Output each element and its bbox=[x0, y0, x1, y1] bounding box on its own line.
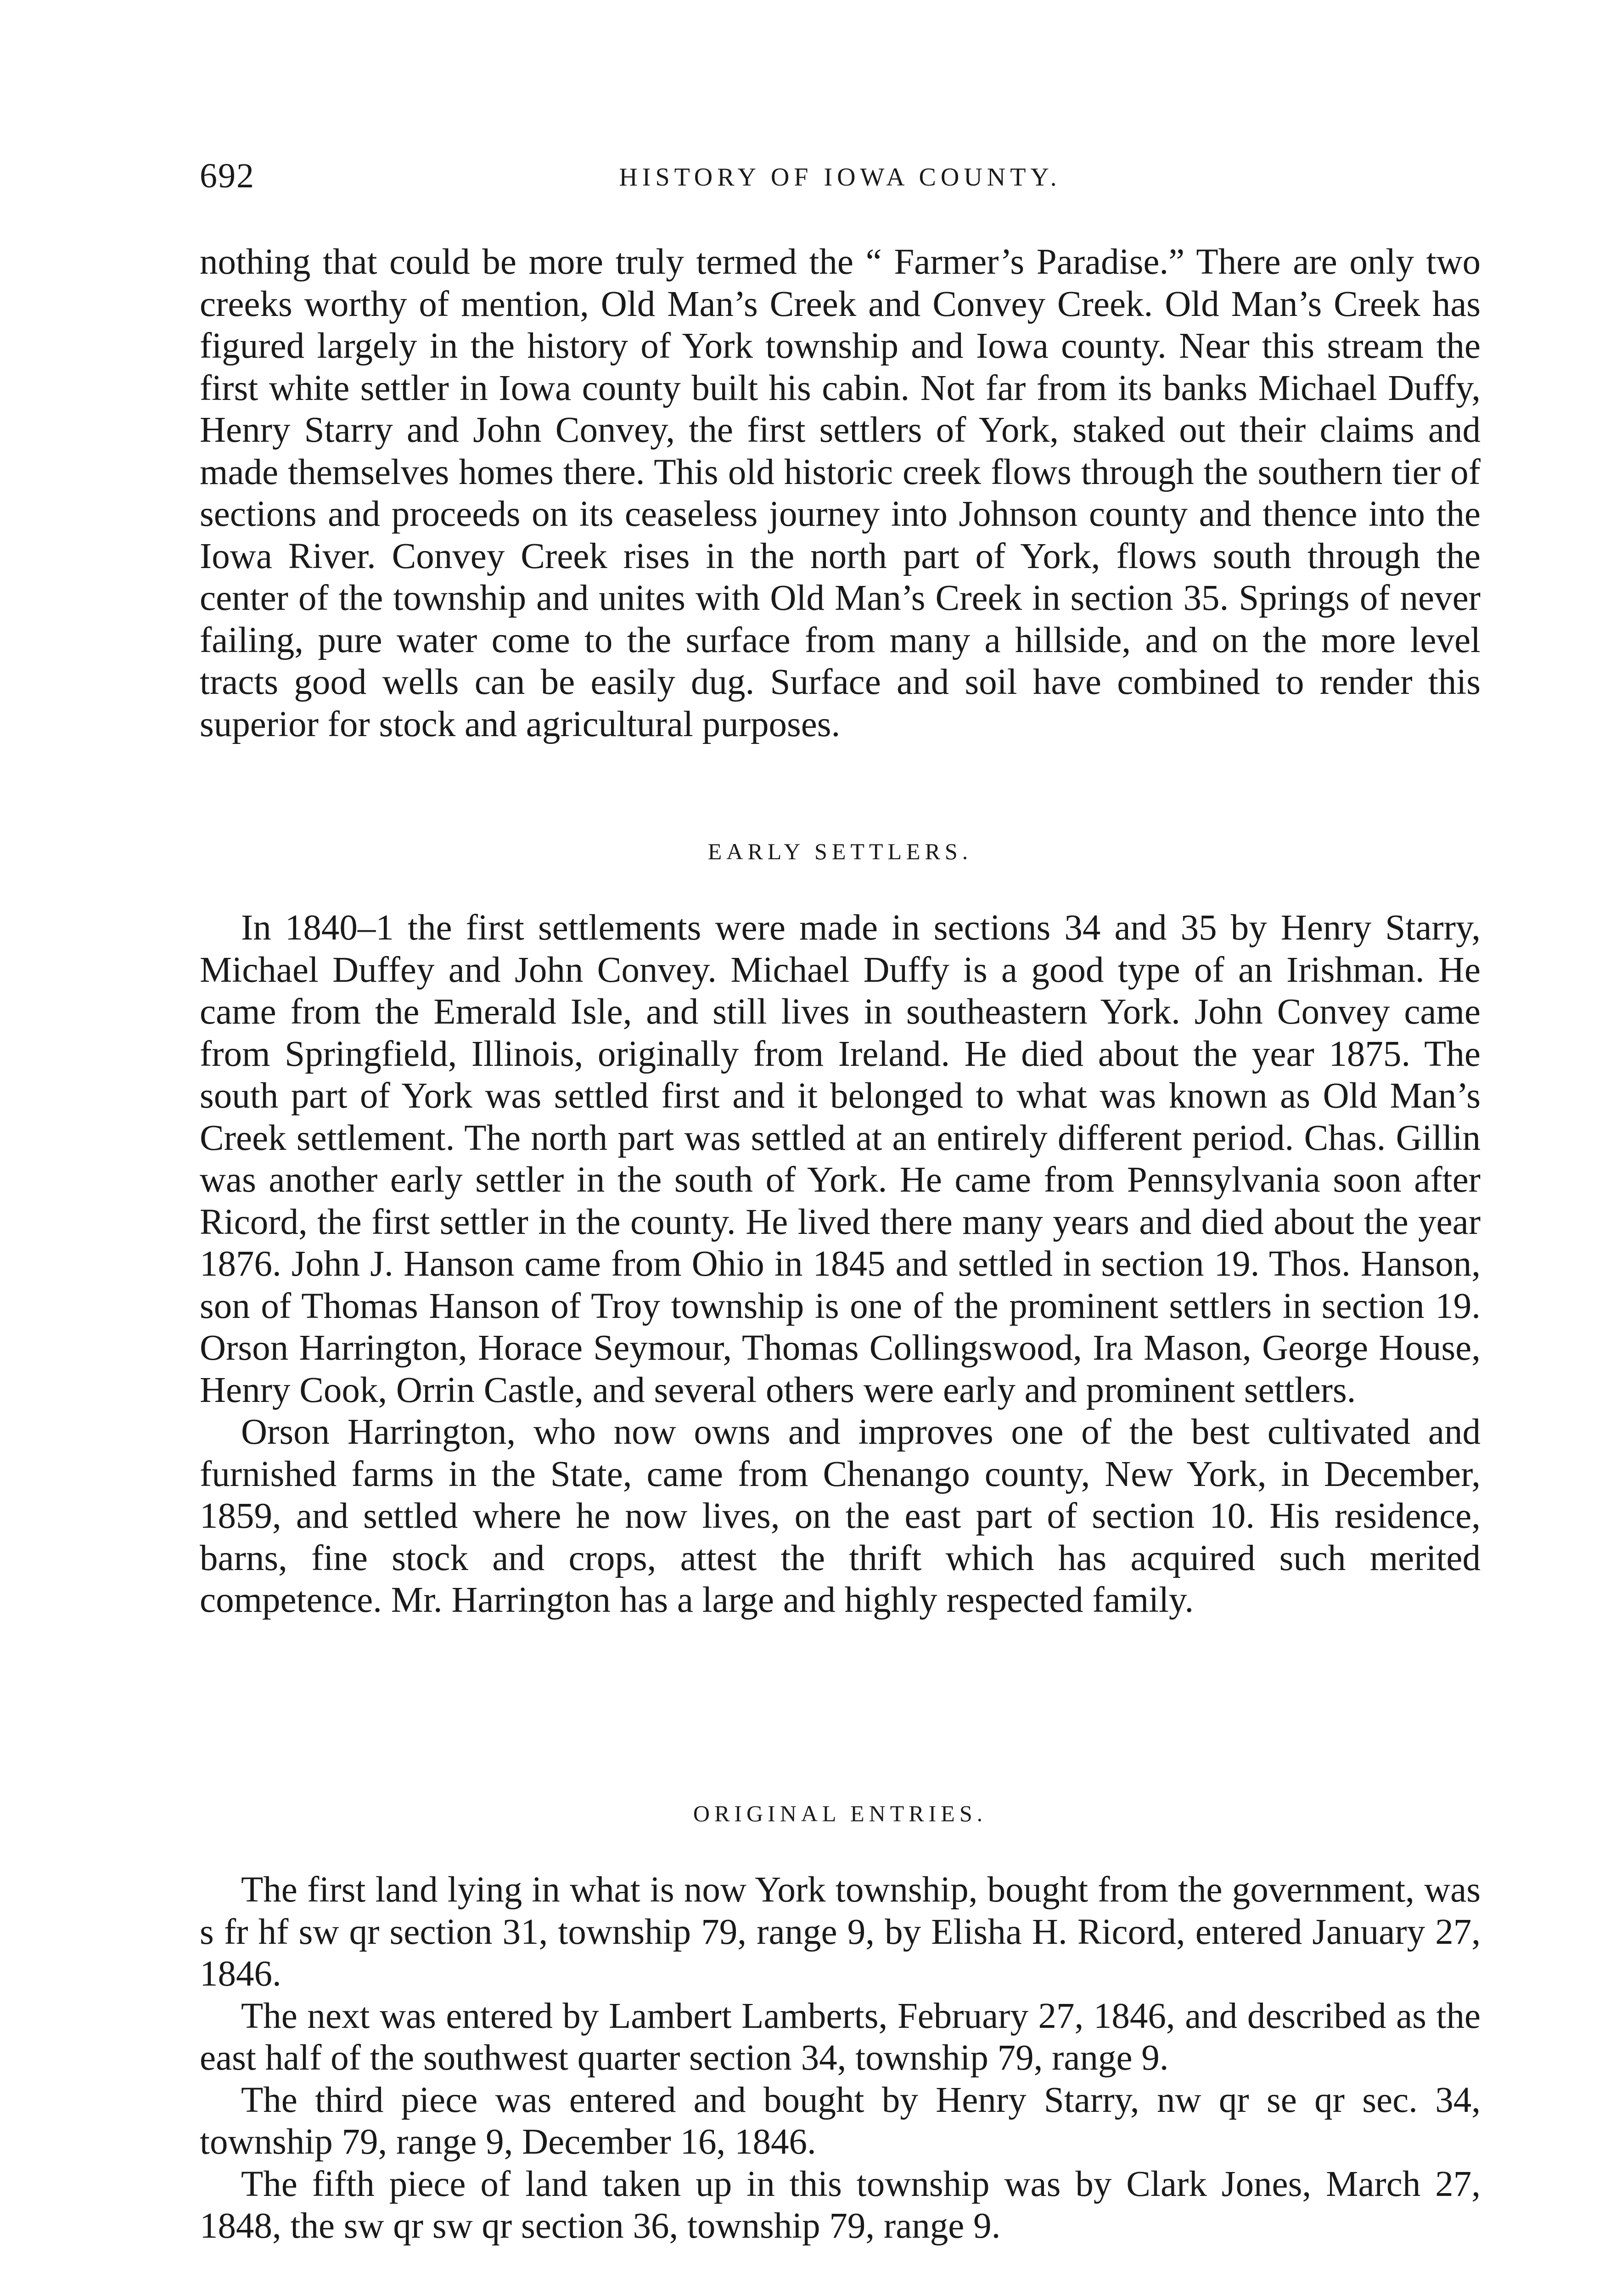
page-number: 692 bbox=[200, 157, 255, 195]
original-entries-section bbox=[200, 1869, 1481, 2247]
original-entries-paragraph-2: The next was entered by Lambert Lamberts, February 27, 1846, and described as the east half of the southwest quarter section 34, township 79, range 9. bbox=[200, 1996, 1481, 2078]
early-settlers-paragraph-1: In 1840–1 the first settlements were made in sections 34 and 35 by Henry Starry, Michael Duffey and John Convey. Michael Duffy is a good type of an Irishman. He came from the Emerald Isle, and still lives in southeastern York. John Convey came from Springfield, Illinois, originally from Ireland. He died about the year 1875. The south part of York was settled first and it belonged to what was known as Old Man’s Creek settlement. The north part was settled at an entirely different period. Chas. Gillin was another early settler in the south of York. He came from Pennsylvania soon after Ricord, the first settler in the county. He lived there many years and died about the year 1876. John J. Hanson came from Ohio in 1845 and settled in section 19. Thos. Hanson, son of Thomas Hanson of Troy township is one of the prominent settlers in section 19. Orson Harrington, Horace Seymour, Thomas Collingswood, Ira Mason, George House, Henry Cook, Orrin Castle, and several others were early and prominent settlers. bbox=[200, 908, 1481, 1410]
original-entries-paragraph-3: The third piece was entered and bought by Henry Starry, nw qr se qr sec. 34, township 79, range 9, December 16, 1846. bbox=[200, 2080, 1481, 2162]
original-entries-paragraph-1: The first land lying in what is now York township, bought from the government, was s fr hf sw qr section 31, township 79, range 9, by Elisha H. Ricord, entered January 27, 1846. bbox=[200, 1870, 1481, 1994]
original-entries-heading: ORIGINAL ENTRIES. bbox=[693, 1801, 988, 1826]
original-entries-paragraph-4: The fifth piece of land taken up in this township was by Clark Jones, March 27, 1848, the sw qr sw qr section 36, township 79, range 9. bbox=[200, 2164, 1481, 2246]
early-settlers-heading: EARLY SETTLERS. bbox=[707, 838, 973, 864]
intro-paragraph: nothing that could be more truly termed the “ Farmer’s Paradise.” There are only two creeks worthy of mention, Old Man’s Creek and Convey Creek. Old Man’s Creek has figured largely in the history of York township and Iowa county. Near this stream the first white settler in Iowa county built his cabin. Not far from its banks Michael Duffy, Henry Starry and John Convey, the first settlers of York, staked out their claims and made themselves homes there. This old historic creek flows through the southern tier of sections and proceeds on its ceaseless journey into Johnson county and thence into the Iowa River. Convey Creek rises in the north part of York, flows south through the center of the township and unites with Old Man’s Creek in section 35. Springs of never failing, pure water come to the surface from many a hillside, and on the more level tracts good wells can be easily dug. Surface and soil have combined to render this superior for stock and agricultural purposes. bbox=[200, 242, 1481, 744]
intro-section bbox=[200, 241, 1481, 745]
early-settlers-section bbox=[200, 907, 1481, 1621]
page-header bbox=[200, 156, 1481, 202]
running-title: HISTORY OF IOWA COUNTY. bbox=[619, 163, 1061, 191]
early-settlers-paragraph-2: Orson Harrington, who now owns and improves one of the best cultivated and furnished farms in the State, came from Chenango county, New York, in December, 1859, and settled where he now lives, on the east part of section 10. His residence, barns, fine stock and crops, attest the thrift which has acquired such merited competence. Mr. Harrington has a large and highly respected family. bbox=[200, 1412, 1481, 1620]
